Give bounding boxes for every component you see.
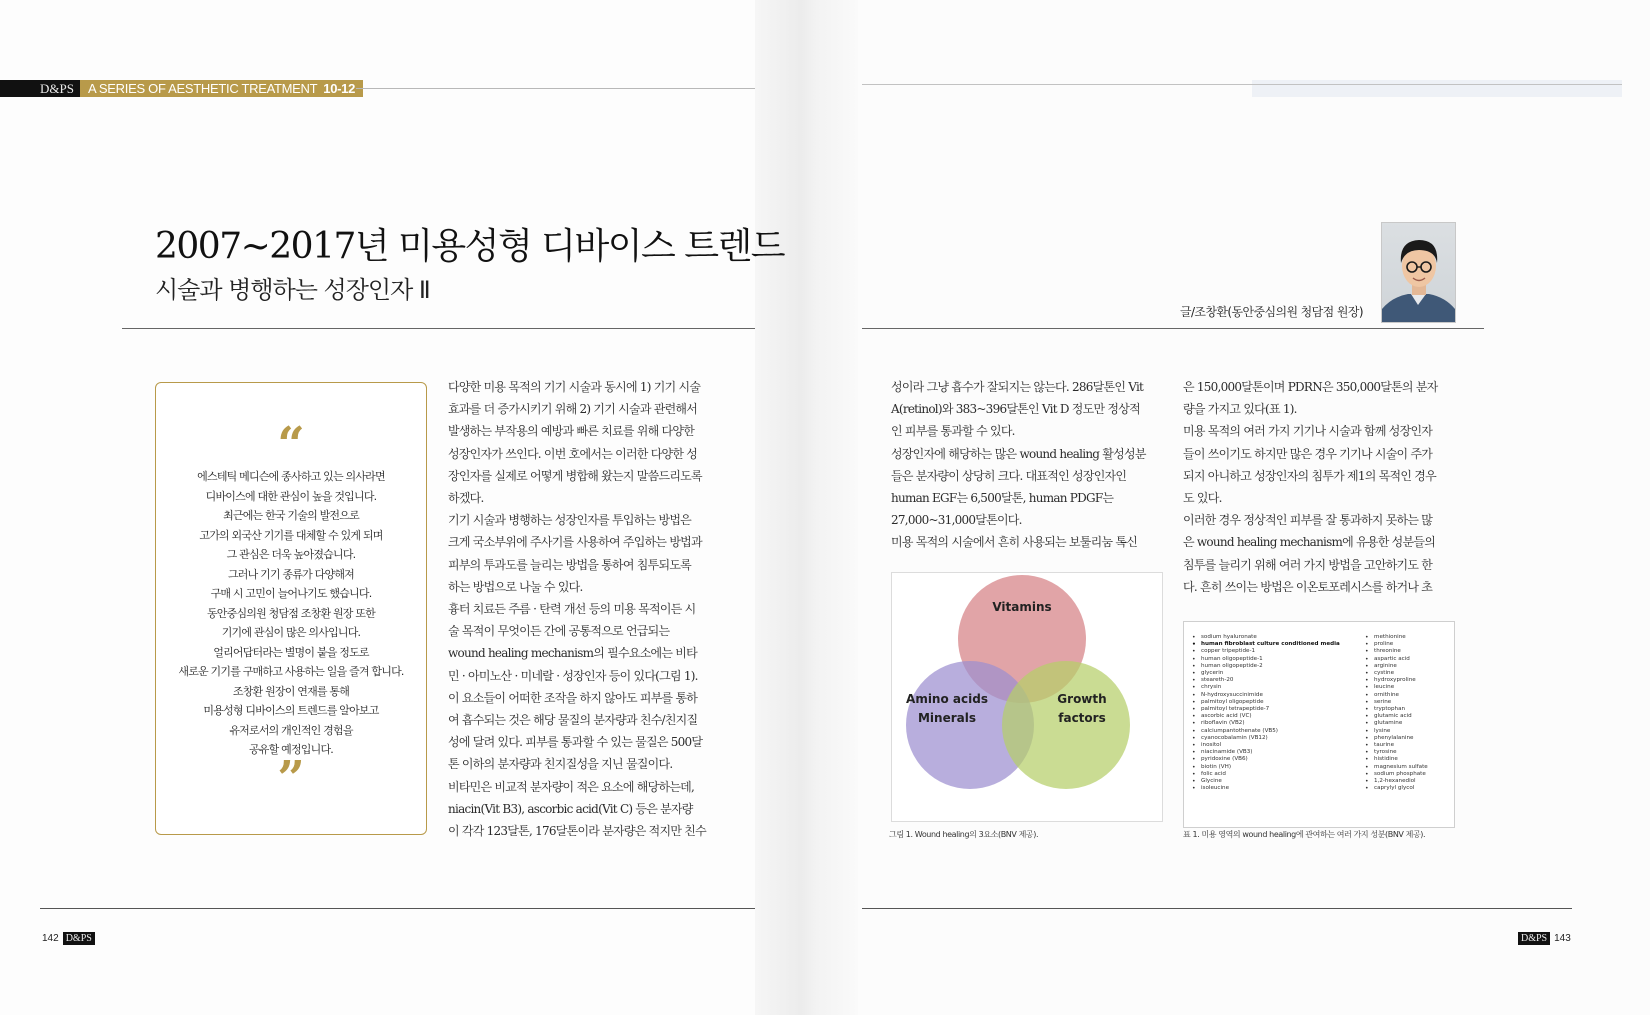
table-item: • pyridoxine (VB6) bbox=[1192, 756, 1340, 763]
quote-line: 최근에는 한국 기술의 발전으로 bbox=[223, 509, 359, 522]
header-rule-left bbox=[356, 88, 755, 89]
body-line: 되지 아니하고 성장인자의 침투가 제1의 목적인 경우 bbox=[1183, 468, 1436, 483]
quote-line: 조창환 원장이 연재를 통해 bbox=[232, 684, 350, 698]
table-item: • chrysin bbox=[1192, 684, 1340, 691]
table-item: • cyanocobalamin (VB12) bbox=[1192, 735, 1340, 742]
quote-line: 고가의 외국산 기기를 대체할 수 있게 되며 bbox=[199, 528, 383, 542]
quote-line: 에스테틱 메디슨에 종사하고 있는 의사라면 bbox=[197, 470, 385, 483]
table-column-left bbox=[1192, 634, 1340, 792]
table-item: • caprylyl glycol bbox=[1365, 785, 1428, 792]
table-item: • 1,2-hexanediol bbox=[1365, 778, 1428, 785]
table-item: • biotin (VH) bbox=[1192, 764, 1340, 771]
body-line: 성장인자가 쓰인다. 이번 호에서는 이러한 다양한 성 bbox=[448, 446, 698, 461]
body-line: A(retinol)와 383~396달톤인 Vit D 정도만 정상적 bbox=[891, 402, 1140, 417]
quote-line: 그 관심은 더욱 높아졌습니다. bbox=[226, 548, 356, 561]
venn-label-growth: Growth bbox=[1057, 692, 1107, 706]
table-item: • N-hydroxysuccinimide bbox=[1192, 692, 1340, 699]
body-line: 술 목적이 무엇이든 간에 공통적으로 언급되는 bbox=[448, 624, 670, 639]
body-line: 도 있다. bbox=[1183, 491, 1222, 506]
page-number-left: 142 bbox=[42, 933, 59, 944]
series-header bbox=[0, 80, 363, 97]
quote-line: 공유할 예정입니다. bbox=[248, 743, 333, 756]
magazine-logo: D&PS bbox=[0, 80, 80, 97]
body-line: 기기 시술과 병행하는 성장인자를 투입하는 방법은 bbox=[448, 513, 692, 528]
footer-logo-left: D&PS bbox=[63, 932, 95, 945]
author-photo bbox=[1381, 222, 1456, 323]
body-line: 효과를 더 증가시키기 위해 2) 기기 시술과 관련해서 bbox=[448, 402, 698, 417]
venn-label-factors: factors bbox=[1058, 711, 1106, 725]
body-line: 은 150,000달톤이며 PDRN은 350,000달톤의 분자 bbox=[1183, 380, 1438, 394]
body-line: 성에 달려 있다. 피부를 통과할 수 있는 물질은 500달 bbox=[448, 735, 703, 750]
body-line: 은 wound healing mechanism에 유용한 성분들의 bbox=[1183, 535, 1436, 550]
body-column-right bbox=[1183, 376, 1455, 598]
table-item: • lysine bbox=[1365, 728, 1428, 735]
table-item: • steareth-20 bbox=[1192, 677, 1340, 684]
header-ghost-bar bbox=[1252, 80, 1622, 97]
table-item: • human oligopeptide-2 bbox=[1192, 663, 1340, 670]
table-item: • glutamic acid bbox=[1365, 713, 1428, 720]
quote-line: 미용성형 디바이스의 트렌드를 알아보고 bbox=[203, 704, 379, 717]
venn-circle-growth bbox=[1002, 661, 1130, 789]
body-line: 크게 국소부위에 주사기를 사용하여 주입하는 방법과 bbox=[448, 535, 702, 550]
table-item: • palmitoyl tetrapeptide-7 bbox=[1192, 706, 1340, 713]
body-line: 하는 방법으로 나눌 수 있다. bbox=[448, 579, 583, 594]
table-item: • copper tripeptide-1 bbox=[1192, 648, 1340, 655]
body-line: 여 흡수되는 것은 해당 물질의 분자량과 친수/친지질 bbox=[448, 713, 698, 728]
body-line: 미용 목적의 여러 가지 기기나 시술과 함께 성장인자 bbox=[1183, 424, 1433, 439]
body-line: 다. 흔히 쓰이는 방법은 이온토포레시스를 하거나 초 bbox=[1183, 579, 1433, 594]
body-line: 이러한 경우 정상적인 피부를 잘 통과하지 못하는 많 bbox=[1183, 513, 1433, 528]
body-line: 침투를 늘리기 위해 여러 가지 방법을 고안하기도 한 bbox=[1183, 557, 1433, 572]
body-line: 톤 이하의 분자량과 친지질성을 지닌 물질이다. bbox=[448, 757, 673, 772]
quote-line: 구매 시 고민이 늘어나기도 했습니다. bbox=[210, 587, 372, 600]
table-item: • glutamine bbox=[1365, 720, 1428, 727]
table-item: • histidine bbox=[1365, 756, 1428, 763]
author-portrait bbox=[1382, 223, 1455, 322]
body-column-left bbox=[448, 376, 720, 842]
body-line: wound healing mechanism의 필수요소에는 비타 bbox=[448, 646, 697, 661]
table-item: • niacinamide (VB3) bbox=[1192, 749, 1340, 756]
article-title: 2007~2017년 미용성형 디바이스 트렌드 bbox=[155, 226, 785, 267]
folio-left bbox=[42, 932, 95, 945]
table-item: • human fibroblast culture conditioned media bbox=[1192, 641, 1340, 648]
table-item: • phenylalanine bbox=[1365, 735, 1428, 742]
body-line: 이 요소들이 어떠한 조작을 하지 않아도 피부를 통하 bbox=[448, 690, 698, 705]
table-item: • sodium hyaluronate bbox=[1192, 634, 1340, 641]
body-line: 다양한 미용 목적의 기기 시술과 동시에 1) 기기 시술 bbox=[448, 380, 701, 394]
body-line: human EGF는 6,500달톤, human PDGF는 bbox=[891, 491, 1114, 506]
table-item: • tyrosine bbox=[1365, 749, 1428, 756]
body-line: 성이라 그냥 흡수가 잘되지는 않는다. 286달톤인 Vit bbox=[891, 380, 1144, 394]
series-title bbox=[80, 80, 363, 97]
quote-line: 디바이스에 대한 관심이 높을 것입니다. bbox=[205, 489, 377, 503]
series-number: 10-12 bbox=[323, 81, 356, 96]
table-item: • glycerin bbox=[1192, 670, 1340, 677]
table-item: • Glycine bbox=[1192, 778, 1340, 785]
table-item: • calciumpantothenate (VB5) bbox=[1192, 728, 1340, 735]
body-column-middle bbox=[891, 376, 1163, 554]
venn-label-minerals: Minerals bbox=[917, 711, 977, 725]
title-rule-left bbox=[122, 328, 755, 329]
quote-open-icon: “ bbox=[277, 417, 305, 473]
table-item: • hydroxyproline bbox=[1365, 677, 1428, 684]
folio-right bbox=[1518, 932, 1571, 945]
table-item: • palmitoyl oligopeptide bbox=[1192, 699, 1340, 706]
table-item: • cystine bbox=[1365, 670, 1428, 677]
venn-label-amino: Amino acids bbox=[906, 692, 988, 706]
table-item: • proline bbox=[1365, 641, 1428, 648]
article-subtitle: 시술과 병행하는 성장인자 Ⅱ bbox=[155, 276, 430, 304]
body-line: 피부의 투과도를 늘리는 방법을 통하여 침투되도록 bbox=[448, 557, 692, 572]
body-line: 발생하는 부작용의 예방과 빠른 치료를 위해 다양한 bbox=[448, 424, 695, 439]
title-rule-right bbox=[862, 328, 1484, 329]
quote-text bbox=[156, 467, 426, 760]
table-item: • folic acid bbox=[1192, 771, 1340, 778]
footer-rule-right bbox=[862, 908, 1572, 909]
table-item: • arginine bbox=[1365, 663, 1428, 670]
table-1-ingredients bbox=[1183, 621, 1455, 828]
footer-rule-left bbox=[40, 908, 755, 909]
body-line: 들이 쓰이기도 하지만 많은 경우 기기나 시술이 주가 bbox=[1183, 446, 1433, 461]
table-item: • ascorbic acid (VC) bbox=[1192, 713, 1340, 720]
venn-diagram bbox=[892, 573, 1162, 821]
header-rule-right bbox=[862, 84, 1622, 85]
quote-line: 얼리어답터라는 별명이 붙을 정도로 bbox=[213, 645, 369, 659]
quote-line: 유저로서의 개인적인 경험을 bbox=[229, 723, 353, 737]
table-item: • leucine bbox=[1365, 684, 1428, 691]
quote-line: 그러나 기기 종류가 다양해져 bbox=[227, 567, 354, 581]
page-number-right: 143 bbox=[1554, 933, 1571, 944]
quote-line: 기기에 관심이 많은 의사입니다. bbox=[221, 626, 361, 639]
table-item: • isoleucine bbox=[1192, 785, 1340, 792]
venn-label-vitamins: Vitamins bbox=[992, 600, 1052, 614]
table-column-right bbox=[1365, 634, 1428, 792]
body-line: 량을 가지고 있다(표 1). bbox=[1183, 402, 1297, 417]
table-item: • riboflavin (VB2) bbox=[1192, 720, 1340, 727]
table-item: • sodium phosphate bbox=[1365, 771, 1428, 778]
body-line: 들은 분자량이 상당히 크다. 대표적인 성장인자인 bbox=[891, 468, 1127, 483]
table-item: • magnesium sulfate bbox=[1365, 764, 1428, 771]
quote-close-icon: ” bbox=[277, 751, 305, 807]
body-line: 흉터 치료든 주름 · 탄력 개선 등의 미용 목적이든 시 bbox=[448, 602, 696, 617]
quote-line: 동안중심의원 청담점 조창환 원장 또한 bbox=[206, 606, 375, 620]
body-line: 성장인자에 해당하는 많은 wound healing 활성성분 bbox=[891, 446, 1146, 461]
table-item: • threonine bbox=[1365, 648, 1428, 655]
table-item: • serine bbox=[1365, 699, 1428, 706]
table-item: • taurine bbox=[1365, 742, 1428, 749]
series-title-text: A SERIES OF AESTHETIC TREATMENT bbox=[87, 81, 318, 96]
figure-1-venn bbox=[891, 572, 1163, 822]
table-item: • aspartic acid bbox=[1365, 656, 1428, 663]
table-1-caption: 표 1. 미용 영역의 wound healing에 관여하는 여러 가지 성분(BNV 제공). bbox=[1183, 830, 1426, 839]
body-line: 이 각각 123달톤, 176달톤이라 분자량은 적지만 친수 bbox=[448, 824, 706, 839]
body-line: 민 · 아미노산 · 미네랄 · 성장인자 등이 있다(그림 1). bbox=[448, 668, 698, 683]
table-item: • ornithine bbox=[1365, 692, 1428, 699]
body-line: 미용 목적의 시술에서 흔히 사용되는 보툴리눔 톡신 bbox=[891, 535, 1138, 550]
intro-quote-box bbox=[155, 382, 427, 835]
body-line: 장인자를 실제로 어떻게 병합해 왔는지 말씀드리도록 bbox=[448, 468, 702, 483]
body-line: 비타민은 비교적 분자량이 적은 요소에 해당하는데, bbox=[448, 779, 695, 794]
body-line: 인 피부를 통과할 수 있다. bbox=[891, 424, 1015, 439]
table-item: • methionine bbox=[1365, 634, 1428, 641]
quote-line: 새로운 기기를 구매하고 사용하는 일을 즐겨 합니다. bbox=[178, 665, 404, 678]
body-line: niacin(Vit B3), ascorbic acid(Vit C) 등은 분자량 bbox=[448, 801, 693, 816]
author-credit: 글/조창환(동안중심의원 청담점 원장) bbox=[1180, 305, 1363, 319]
figure-1-caption: 그림 1. Wound healing의 3요소(BNV 제공). bbox=[889, 830, 1039, 839]
footer-logo-right: D&PS bbox=[1518, 932, 1550, 945]
body-line: 27,000~31,000달톤이다. bbox=[891, 513, 1022, 528]
table-item: • tryptophan bbox=[1365, 706, 1428, 713]
table-item: • inositol bbox=[1192, 742, 1340, 749]
spread-gutter bbox=[755, 0, 858, 1015]
body-line: 하겠다. bbox=[448, 491, 484, 506]
table-item: • human oligopeptide-1 bbox=[1192, 656, 1340, 663]
